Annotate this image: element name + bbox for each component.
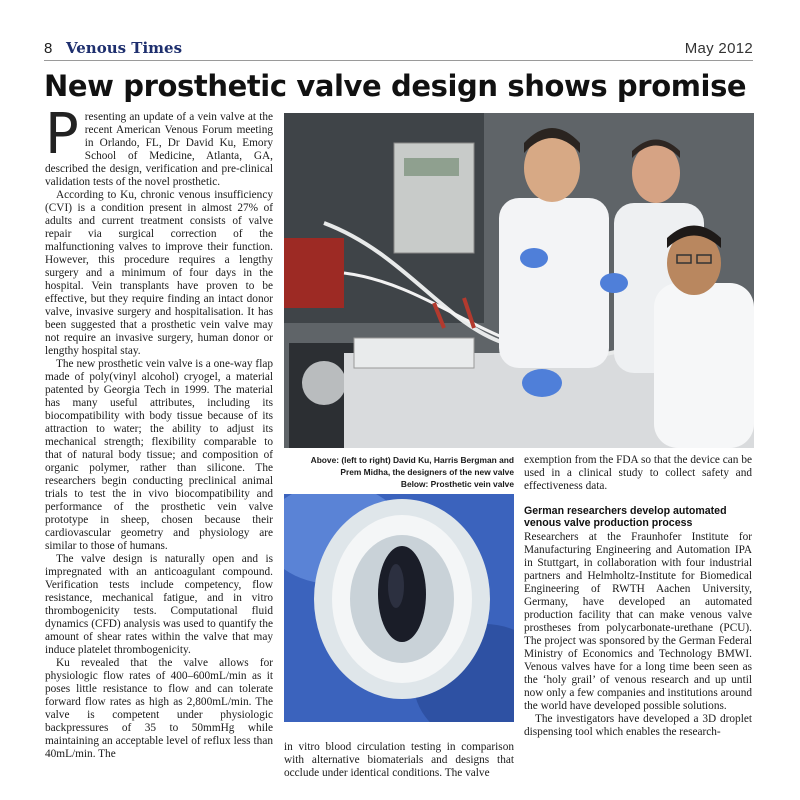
headline: New prosthetic valve design shows promise xyxy=(44,69,747,103)
drop-cap: P xyxy=(45,111,79,167)
caption-line: Prem Midha, the designers of the new valve xyxy=(340,467,514,477)
caption-line: Below: Prosthetic vein valve xyxy=(400,479,514,489)
issue-date: May 2012 xyxy=(684,40,753,57)
article-paragraph: The valve design is naturally open and is impregnated with an anticoagulant compound. Verification tests include competency, flow resistance, mechanical fatigue, and in vitro thrombogenicity tests. Computational fluid dynamics (CFD) analysis was used to quantify the amount of shear rates within the valve that may induce platelet thrombogenicity. xyxy=(45,553,273,656)
caption-line: Above: (left to right) David Ku, Harris Bergman and xyxy=(310,455,514,465)
publication-name: Venous Times xyxy=(66,39,183,57)
article-paragraph: The new prosthetic vein valve is a one-way flap made of poly(vinyl alcohol) cryogel, a material patented by Georgia Tech in 1999. The material has many useful attributes, including its biocompatibility with body tissue because of its attraction to water; the ability to adjust its mechanical strength; flexibility comparable to that of natural body tissue; and composition of organic polymer, rather than silicone. The researchers begin conducting preclinical animal trials to test the in vivo biocompatibility and performance of the prosthetic vein valve prototype in sheep, chosen because their cardiovascular geometry and physiology are similar to those of humans. xyxy=(45,358,273,552)
sidebar-paragraph: Researchers at the Fraunhofer Institute for Manufacturing Engineering and Automation IPA in Stuttgart, in collaboration with four industrial partners and Helmholtz-Institute for Biomedical Engineering of RWTH Aachen University, Germany, have developed an automated production facility that can make venous valve prostheses from polycarbonate-urethane (PCU). The project was sponsored by the German Federal Ministry of Economics and Technology BMWI. Venous valves have for a long time been seen as the ‘holy grail’ of venous research and up until now only a few companies and institutions around the world have developed possible solutions. xyxy=(524,531,752,712)
sidebar-paragraph: The investigators have developed a 3D droplet dispensing tool which enables the research- xyxy=(524,713,752,738)
article-paragraph: resenting an update of a vein valve at the recent American Venous Forum meeting in Orlando, FL, Dr David Ku, Emory School of Medicine, Atlanta, GA, described the design, verification and pre-clinical validation tests of the novel prosthetic. xyxy=(45,111,273,188)
article-column-2 xyxy=(284,741,514,781)
article-paragraph: Ku revealed that the valve allows for physiologic flow rates of 400–600mL/min as it poses little resistance to flow and can tolerate forward flow rates as high as 2,800mL/min. The valve is competent under physiologic backpressures of 35 to 50mmHg while maintaining an acceptable level of reflux less than 40mL/min. The xyxy=(45,657,273,760)
article-continuation: exemption from the FDA so that the device can be used in a clinical study to collect safety and effectiveness data. xyxy=(524,454,752,492)
photo-caption xyxy=(284,454,514,490)
article-column-3 xyxy=(524,454,752,784)
page-number: 8 xyxy=(44,40,53,57)
article-column-1 xyxy=(45,111,273,761)
researchers-photo xyxy=(284,113,754,448)
sidebar-headline: German researchers develop automated venous valve production process xyxy=(524,505,727,529)
article-paragraph: According to Ku, chronic venous insufficiency (CVI) is a condition present in almost 27% of adults and current treatment consists of valve repair via surgical correction of the malfunctioning valves to improve their function. However, this procedure requires a lengthy surgery and a minimum of four days in the hospital. Vein transplants have proven to be effective, but they require finding an intact donor valve, invasive surgery and hospitalisation. It has been suggested that a prosthetic vein valve may not require an invasive surgery, human donor or lengthy hospital stay. xyxy=(45,189,273,357)
valve-photo xyxy=(284,494,514,722)
article-continuation: in vitro blood circulation testing in comparison with alternative biomaterials and designs that occlude under identical conditions. The valve xyxy=(284,741,514,779)
page-header xyxy=(44,38,753,61)
